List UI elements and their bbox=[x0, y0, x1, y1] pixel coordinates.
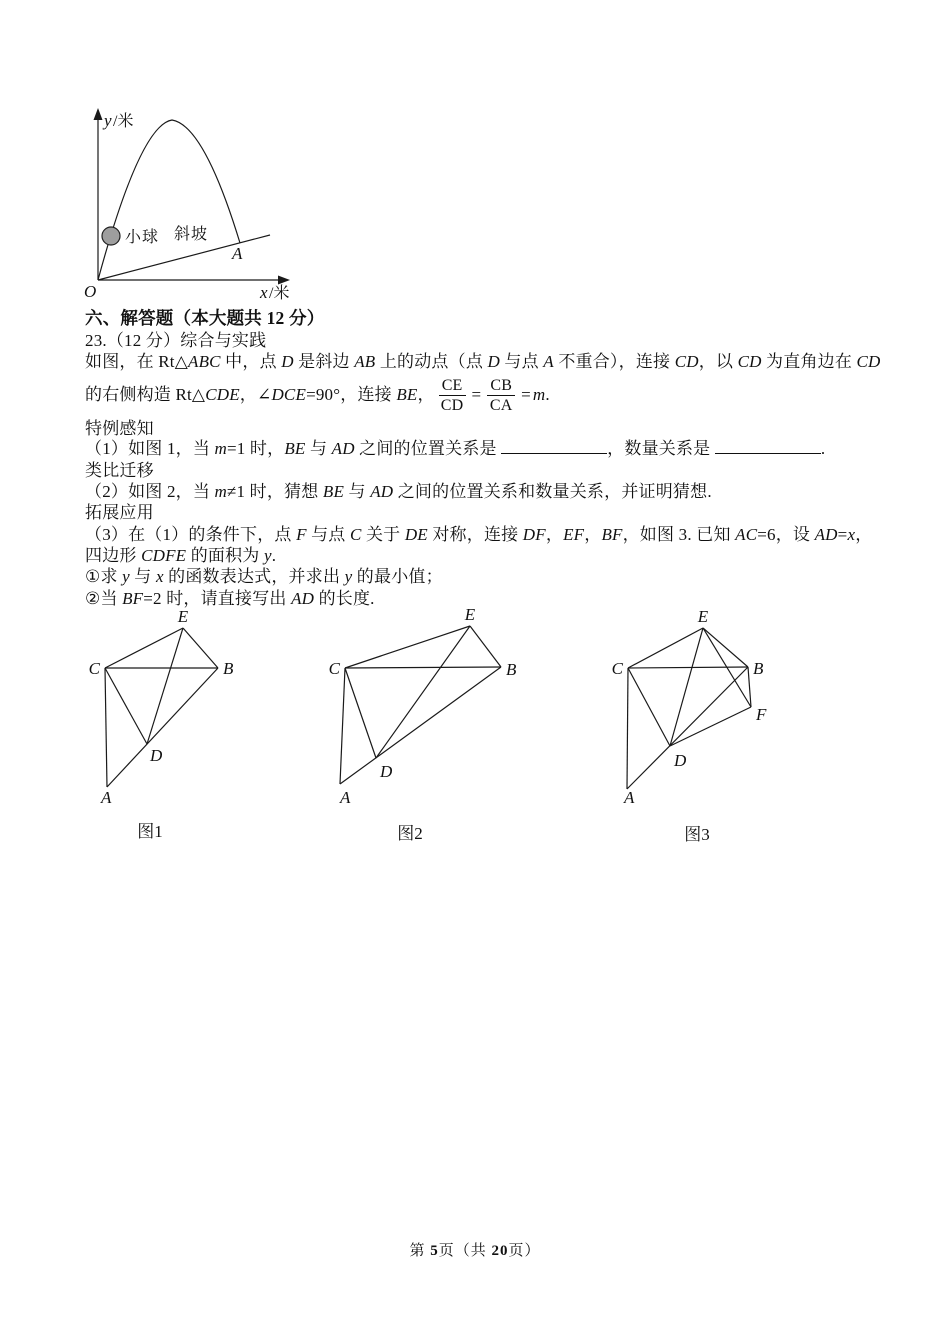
vertex-label-f: F bbox=[756, 705, 767, 724]
vertex-label-c: C bbox=[88, 659, 100, 678]
ball-label: 小球 bbox=[125, 229, 160, 246]
question-3-line-1: （3）在（1）的条件下，点 F 与点 C 关于 DE 对称，连接 DF，EF，BF，如图 3. 已知 AC=6，设 AD=x， bbox=[85, 525, 873, 544]
question-1-mid-text: ，数量关系是 bbox=[607, 439, 715, 458]
vertex-label-a: A bbox=[624, 788, 635, 807]
figure-2 bbox=[325, 606, 525, 811]
vertex-label-d: D bbox=[150, 746, 163, 765]
parabola-trajectory bbox=[98, 120, 240, 280]
fraction-denominator: CD bbox=[440, 396, 464, 414]
vertex-label-e: E bbox=[697, 607, 709, 626]
vertex-label-a: A bbox=[101, 788, 112, 807]
y-axis-arrow-icon bbox=[94, 108, 103, 120]
answer-blank-quantity-relation bbox=[715, 439, 821, 454]
question-2-line: （2）如图 2，当 m≠1 时，猜想 BE 与 AD 之间的位置关系和数量关系，并证明猜想. bbox=[85, 482, 712, 501]
question-1-line bbox=[85, 439, 825, 459]
problem-statement-line-2 bbox=[85, 374, 550, 416]
vertex-label-c: C bbox=[611, 659, 623, 678]
tag-extension-application: 拓展应用 bbox=[85, 503, 154, 522]
fraction-ce-cd bbox=[439, 377, 466, 414]
vertex-label-d: D bbox=[380, 762, 393, 781]
subquestion-1-line: ①求 y 与 x 的函数表达式，并求出 y 的最小值； bbox=[85, 567, 443, 586]
figure-2-caption: 图2 bbox=[397, 824, 423, 843]
problem-statement-line-1: 如图，在 Rt△ABC 中，点 D 是斜边 AB 上的动点（点 D 与点 A 不重合），连接 CD，以 CD 为直角边在 CD bbox=[85, 352, 881, 371]
subquestion-2-line: ②当 BF=2 时，请直接写出 AD 的长度. bbox=[85, 589, 375, 608]
vertex-label-a: A bbox=[340, 788, 351, 807]
problem-number-line: 23.（12 分）综合与实践 bbox=[85, 331, 267, 350]
tag-analogy-transfer: 类比迁移 bbox=[85, 461, 154, 480]
slope-label: 斜坡 bbox=[174, 226, 209, 243]
ball-marker bbox=[102, 227, 120, 245]
vertex-label-b: B bbox=[506, 660, 517, 679]
figure-1 bbox=[80, 606, 250, 811]
problem-line-2-text: 的右侧构造 Rt△CDE，∠DCE=90°，连接 BE， bbox=[85, 385, 435, 404]
graph-axes bbox=[94, 108, 291, 285]
fraction-cb-ca bbox=[487, 377, 515, 414]
vertex-label-b: B bbox=[223, 659, 234, 678]
tag-special-case: 特例感知 bbox=[85, 419, 154, 438]
landing-point-label: A bbox=[232, 244, 243, 263]
vertex-label-e: E bbox=[464, 606, 476, 624]
figure-2-lines bbox=[340, 626, 501, 784]
equals-sign: = bbox=[471, 385, 482, 404]
vertex-label-d: D bbox=[674, 751, 687, 770]
graph-curves bbox=[98, 120, 270, 280]
section-heading: 六、解答题（本大题共 12 分） bbox=[85, 308, 325, 328]
answer-blank-position-relation bbox=[501, 439, 607, 454]
equals-sign: = bbox=[521, 385, 531, 404]
vertex-label-e: E bbox=[177, 607, 189, 626]
vertex-label-b: B bbox=[753, 659, 764, 678]
figure-3-caption: 图3 bbox=[684, 825, 710, 844]
question-1-text: （1）如图 1，当 m=1 时，BE 与 AD 之间的位置关系是 bbox=[85, 439, 502, 458]
question-1-end: . bbox=[820, 439, 826, 458]
y-axis-unit-label: /米 bbox=[113, 113, 134, 130]
figure-1-caption: 图1 bbox=[137, 822, 163, 841]
question-3-line-2: 四边形 CDFE 的面积为 y. bbox=[85, 546, 277, 565]
figure-3-lines bbox=[627, 628, 751, 789]
page-footer: 第 5页（共 20页） bbox=[409, 1243, 541, 1259]
fraction-denominator: CA bbox=[489, 396, 513, 414]
fraction-tail: m. bbox=[532, 385, 550, 404]
vertex-label-c: C bbox=[328, 659, 340, 678]
x-axis-unit-label: /米 bbox=[269, 285, 290, 302]
x-axis-arrow-icon bbox=[278, 276, 290, 285]
projectile-graph bbox=[80, 105, 310, 310]
origin-label: O bbox=[84, 282, 97, 301]
y-axis-variable-label: y bbox=[104, 111, 112, 130]
fraction-numerator: CE bbox=[439, 377, 466, 396]
fraction-numerator: CB bbox=[487, 377, 515, 396]
x-axis-variable-label: x bbox=[260, 283, 268, 302]
figure-3 bbox=[600, 606, 800, 811]
